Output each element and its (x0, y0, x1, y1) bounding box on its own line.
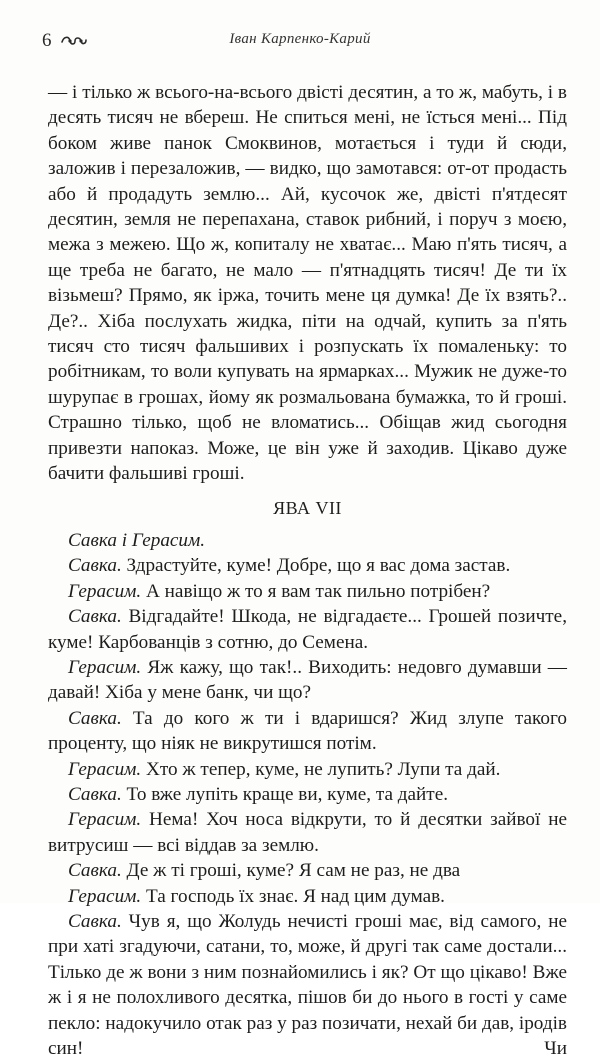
speaker-name: Герасим. (68, 758, 142, 780)
speaker-name: Савка. (68, 911, 122, 932)
dialogue-line (48, 782, 567, 807)
scene-heading: ЯВА VII (273, 497, 342, 518)
page-number: 6 (42, 30, 52, 51)
dialogue-line (48, 553, 567, 578)
speaker-name: Савка. (68, 555, 122, 577)
dialogue-line (48, 706, 567, 757)
dialogue-line (48, 807, 567, 858)
speaker-name: Герасим. (68, 809, 142, 831)
dialogue-line (48, 604, 567, 655)
dialogue-text: То вже лупіть краще ви, куме, та дайте. (121, 783, 449, 805)
page-header (42, 28, 558, 54)
dialogue-text: Яж кажу, що так!.. Виходить: недовго думавши — давай! Хіба у мене банк, чи що? (48, 656, 567, 704)
dialogue-line (48, 884, 567, 909)
dialogue-text: Та господь їх знає. Я над цим думав. (141, 885, 445, 907)
dialogue-line (48, 757, 567, 782)
dialogue-text: А навіщо ж то я вам так пильно потрібен? (141, 580, 491, 602)
dialogue-line (48, 579, 567, 604)
monologue-paragraph: — і тілько ж всього-на-всього двісті десятин, а то ж, мабуть, і в десять тисяч не вбереш. Не спиться мені, не їсться мені... Під боком живе панок Смоквинов, мотається і туди й сюди, заложив і перезаложив, — видко, що замотався: от-от продасть або й продадуть землю... Ай, кусочок же, двісті п'ятдесят десятин, земля не перепахана, ставок рибний, і поруч з моєю, межа з межею. Що ж, копиталу не хватає... Маю п'ять тисяч, а ще треба не багато, не мало — п'ятнадцять тисяч! Де ти їх візьмеш? Прямо, як іржа, точить мене ця думка! Де їх взять?.. Де?.. Хіба послухать жидка, піти на одчай, купить за п'ять тисяч сто тисяч фальшивих і розпускать їх помаленьку: то робітникам, то воли купувать на ярмарках... Мужик не дуже-то шурупає в грошах, йому як розмальована бумажка, то й гроші. Страшно тілько, щоб не вломатись... Обіщав жид сьогодня привезти напоказ. Може, це він уже й заходив. Цікаво дуже бачити фальшиві гроші. (48, 82, 567, 485)
dialogue-text: Де ж ті гроші, куме? Я сам не раз, не два (121, 860, 461, 882)
speaker-name: Герасим. (68, 885, 142, 907)
speaker-name: Савка. (68, 707, 122, 729)
running-head-author: Іван Карпенко-Карий (229, 31, 371, 47)
dialogue-text: Нема! Хоч носа відкрути, то й десятки зайвої не витрусиш — всі віддав за землю. (48, 809, 567, 856)
speaker-name: Савка. (68, 606, 122, 628)
speaker-name: Савка. (68, 783, 122, 805)
speaker-name: Савка. (68, 860, 122, 882)
dialogue-text: Хто ж тепер, куме, не лупить? Лупи та дай. (141, 758, 501, 780)
dialogue-text: Та до кого ж ти і вдаришся? Жид злупе такого проценту, що ніяк не викрутишся потім. (48, 707, 567, 755)
speaker-name: Герасим. (68, 580, 142, 602)
dialogue-text: Чув я, що Жолудь нечисті гроші має, від самого, не при хаті згадуючи, сатани, то, може, й другі так саме достали... Тілько де ж вони з ним познайомились і як? От що цікаво! Вже ж і я не полохливого десятка, пішов би до нього в гості у саме пекло: надокучило отак раз у раз позичати, нехай би дав, іродів син! Чи (48, 911, 567, 1060)
stage-direction: Савка і Герасим. (68, 529, 206, 551)
dialogue-text: Здрастуйте, куме! Добре, що я вас дома застав. (121, 555, 511, 577)
dialogue-line (48, 909, 567, 1061)
page-body (48, 80, 567, 1061)
dialogue-text: Відгадайте! Шкода, не відгадаєте... Грошей позичте, куме! Карбованців з сотню, до Семена. (48, 606, 567, 653)
dialogue-line (48, 858, 567, 883)
speaker-name: Герасим. (68, 656, 142, 678)
dialogue-line (48, 655, 567, 706)
